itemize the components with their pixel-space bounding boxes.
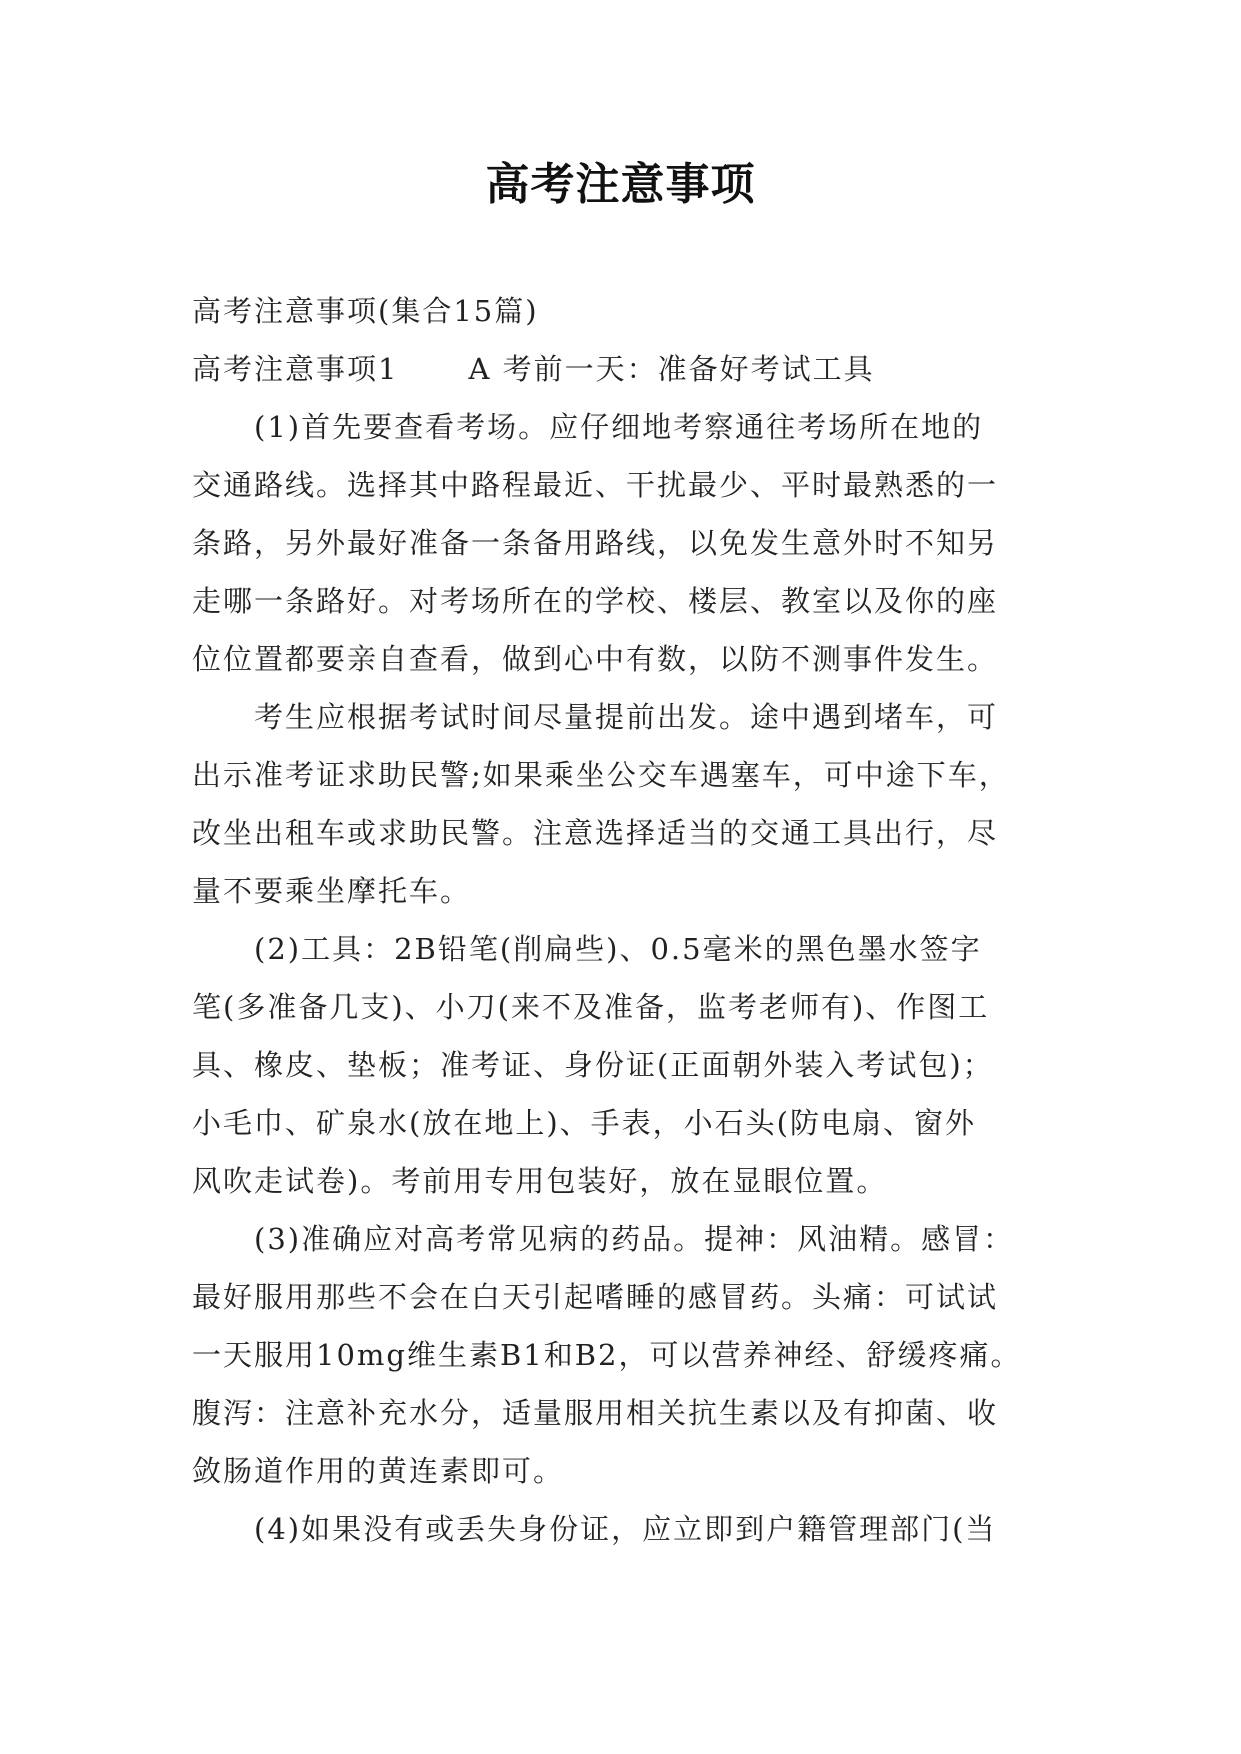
section-number: 高考注意事项1 — [192, 352, 399, 386]
document-title: 高考注意事项 — [485, 159, 756, 210]
paragraph-line: (1)首先要查看考场。应仔细地考察通往考场所在地的 — [254, 410, 984, 444]
paragraph-line: 量不要乘坐摩托车。 — [192, 874, 472, 908]
paragraph-line: 小毛巾、矿泉水(放在地上)、手表，小石头(防电扇、窗外 — [192, 1106, 976, 1140]
paragraph-line: 具、橡皮、垫板；准考证、身份证(正面朝外装入考试包)； — [192, 1048, 994, 1082]
paragraph-line: 条路，另外最好准备一条备用路线，以免发生意外时不知另 — [192, 526, 999, 560]
paragraph-line: (2)工具：2B铅笔(削扁些)、0.5毫米的黑色墨水签字 — [254, 932, 982, 966]
paragraph-line: 交通路线。选择其中路程最近、干扰最少、平时最熟悉的一 — [192, 468, 999, 502]
paragraph-line: 走哪一条路好。对考场所在的学校、楼层、教室以及你的座 — [192, 584, 999, 618]
paragraph-line: 一天服用10mg维生素B1和B2，可以营养神经、舒缓疼痛。 — [192, 1338, 1022, 1372]
paragraph-line: 最好服用那些不会在白天引起嗜睡的感冒药。头痛：可试试 — [192, 1280, 999, 1314]
paragraph-line: 位位置都要亲自查看，做到心中有数，以防不测事件发生。 — [192, 642, 999, 676]
paragraph-line: (3)准确应对高考常见病的药品。提神：风油精。感冒： — [254, 1222, 1015, 1256]
paragraph-line: 考生应根据考试时间尽量提前出发。途中遇到堵车，可 — [254, 700, 999, 734]
paragraph-line: 敛肠道作用的黄连素即可。 — [192, 1454, 565, 1488]
paragraph-line: 笔(多准备几支)、小刀(来不及准备，监考老师有)、作图工 — [192, 990, 990, 1024]
paragraph-line: 风吹走试卷)。考前用专用包装好，放在显眼位置。 — [192, 1164, 888, 1198]
paragraph-line: 腹泻：注意补充水分，适量服用相关抗生素以及有抑菌、收 — [192, 1396, 999, 1430]
section-subheading: A 考前一天：准备好考试工具 — [468, 352, 875, 386]
document-body — [192, 282, 1062, 1558]
collection-heading: 高考注意事项(集合15篇) — [192, 294, 539, 328]
paragraph-line: 出示准考证求助民警;如果乘坐公交车遇塞车，可中途下车， — [192, 758, 1010, 792]
paragraph-line: (4)如果没有或丢失身份证，应立即到户籍管理部门(当 — [254, 1512, 997, 1546]
section-heading-line — [192, 340, 1062, 398]
paragraph-line: 改坐出租车或求助民警。注意选择适当的交通工具出行，尽 — [192, 816, 999, 850]
